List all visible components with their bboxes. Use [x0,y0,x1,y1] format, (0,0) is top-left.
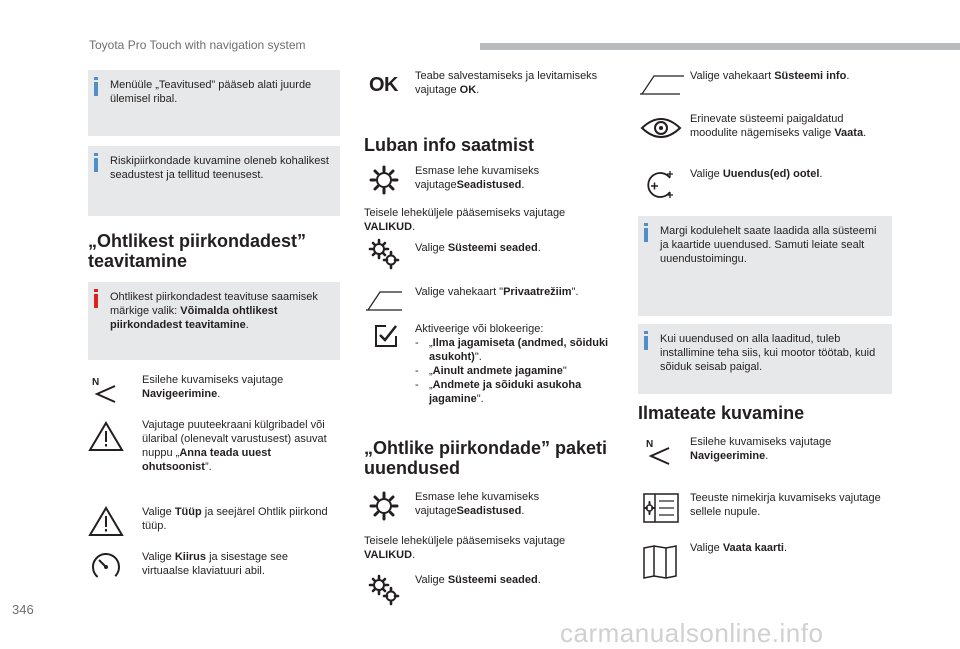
system-settings-gears-icon [366,574,402,606]
info-note-risk-zones [88,146,340,216]
step-text: Valige Vaata kaarti. [690,542,788,554]
step-text: Teeuste nimekirja kuvamiseks vajutage sellele nupule. [690,492,881,518]
settings-gear-icon [366,490,402,522]
step-text: Esmase lehe kuvamiseks vajutageSeadistused. [415,491,540,517]
navigation-icon [642,436,678,468]
speedometer-icon [88,550,124,582]
info-note-text: Riskipiirkondade kuvamine oleneb kohalikest seadustest ja tellitud teenusest. [110,155,329,181]
info-marker [94,158,98,172]
info-note-downloads [638,216,892,316]
eye-icon [640,112,682,144]
warning-marker [94,294,98,308]
warning-text: Ohtlikest piirkondadest teavituse saamisek märkige valik: Võimalda ohtlikest piirkondadest teavitamine. [110,291,318,331]
step-text: Erinevate süsteemi paigaldatud moodulite nägemiseks valige Vaata. [690,113,867,139]
step-text: Valige vahekaart "Privaatrežiim". [415,286,579,298]
privacy-options [415,322,615,406]
step-text: Esilehe kuvamiseks vajutage Navigeerimine. [142,374,284,400]
info-marker [94,82,98,96]
options-intro: Aktiveerige või blokeerige: [415,323,544,335]
info-marker [644,336,648,350]
option-no-sharing: - „Ilma jagamiseta (andmed, sõiduki asukoht)". [415,336,615,364]
step-text: Valige Kiirus ja sisestage see virtuaalse klaviatuuri abil. [142,551,288,577]
option-data-only: - „Ainult andmete jagamine" [415,364,615,378]
section-heading-zone-updates: „Ohtlike piirkondade” paketi uuendused [364,438,608,478]
system-settings-gears-icon [366,238,402,270]
map-icon [642,544,678,580]
step-text: Teisele leheküljele pääsemiseks vajutage VALIKUD. [364,535,566,561]
step-text: Valige Tüüp ja seejärel Ohtlik piirkond tüüp. [142,506,328,532]
warning-triangle-icon [88,420,124,452]
section-heading-weather: Ilmateate kuvamine [638,403,805,423]
step-text: Vajutage puuteekraani külgribadel või ülaribal (olenevalt varustusest) asuvat nuppu „Anna teada uuest ohutsoonist”. [142,419,327,473]
info-note-text: Margi kodulehelt saate laadida alla süsteemi ja kaartide uuendused. Samuti leiate sealt uuendustoimingu. [660,225,877,265]
watermark: carmanualsonline.info [560,618,824,648]
tab-icon [640,66,684,98]
step-text: Teisele leheküljele pääsemiseks vajutage VALIKUD. [364,207,566,233]
manual-title: Toyota Pro Touch with navigation system [89,38,306,52]
checkbox-icon [366,320,402,352]
svg-text:N: N [92,377,100,388]
tab-icon [366,282,402,314]
section-heading-info-sending: Luban info saatmist [364,135,535,155]
page-number: 346 [12,602,34,617]
settings-gear-icon [366,164,402,196]
info-note-notifications [88,70,340,136]
weather-list-icon [640,490,682,526]
warning-triangle-icon [88,505,124,537]
info-note-text: Menüüle „Teavitused” pääseb alati juurde ülemisel ribal. [110,79,312,105]
svg-text:N: N [646,439,654,450]
info-note-text: Kui uuendused on alla laaditud, tuleb installimine teha siis, kui mootor töötab, kuid sõiduk seisab paigal. [660,333,876,373]
step-text: Esilehe kuvamiseks vajutage Navigeerimine. [690,436,832,462]
header-bar [480,43,960,50]
step-text: Teabe salvestamiseks ja levitamiseks vajutage OK. [415,70,598,96]
step-text: Valige Süsteemi seaded. [415,242,541,254]
info-note-install [638,324,892,394]
warning-note [88,282,340,360]
option-data-and-location: - „Andmete ja sõiduki asukoha jagamine". [415,378,615,406]
info-marker [644,228,648,242]
navigation-icon [88,374,124,406]
ok-icon: OK [369,74,398,96]
step-text: Valige Süsteemi seaded. [415,574,541,586]
section-heading-danger-zones: „Ohtlikest piirkondadest” teavitamine [88,231,307,271]
update-pending-icon [642,168,678,200]
step-text: Valige vahekaart Süsteemi info. [690,70,850,82]
step-text: Valige Uuendus(ed) ootel. [690,168,823,180]
step-text: Esmase lehe kuvamiseks vajutageSeadistused. [415,165,540,191]
